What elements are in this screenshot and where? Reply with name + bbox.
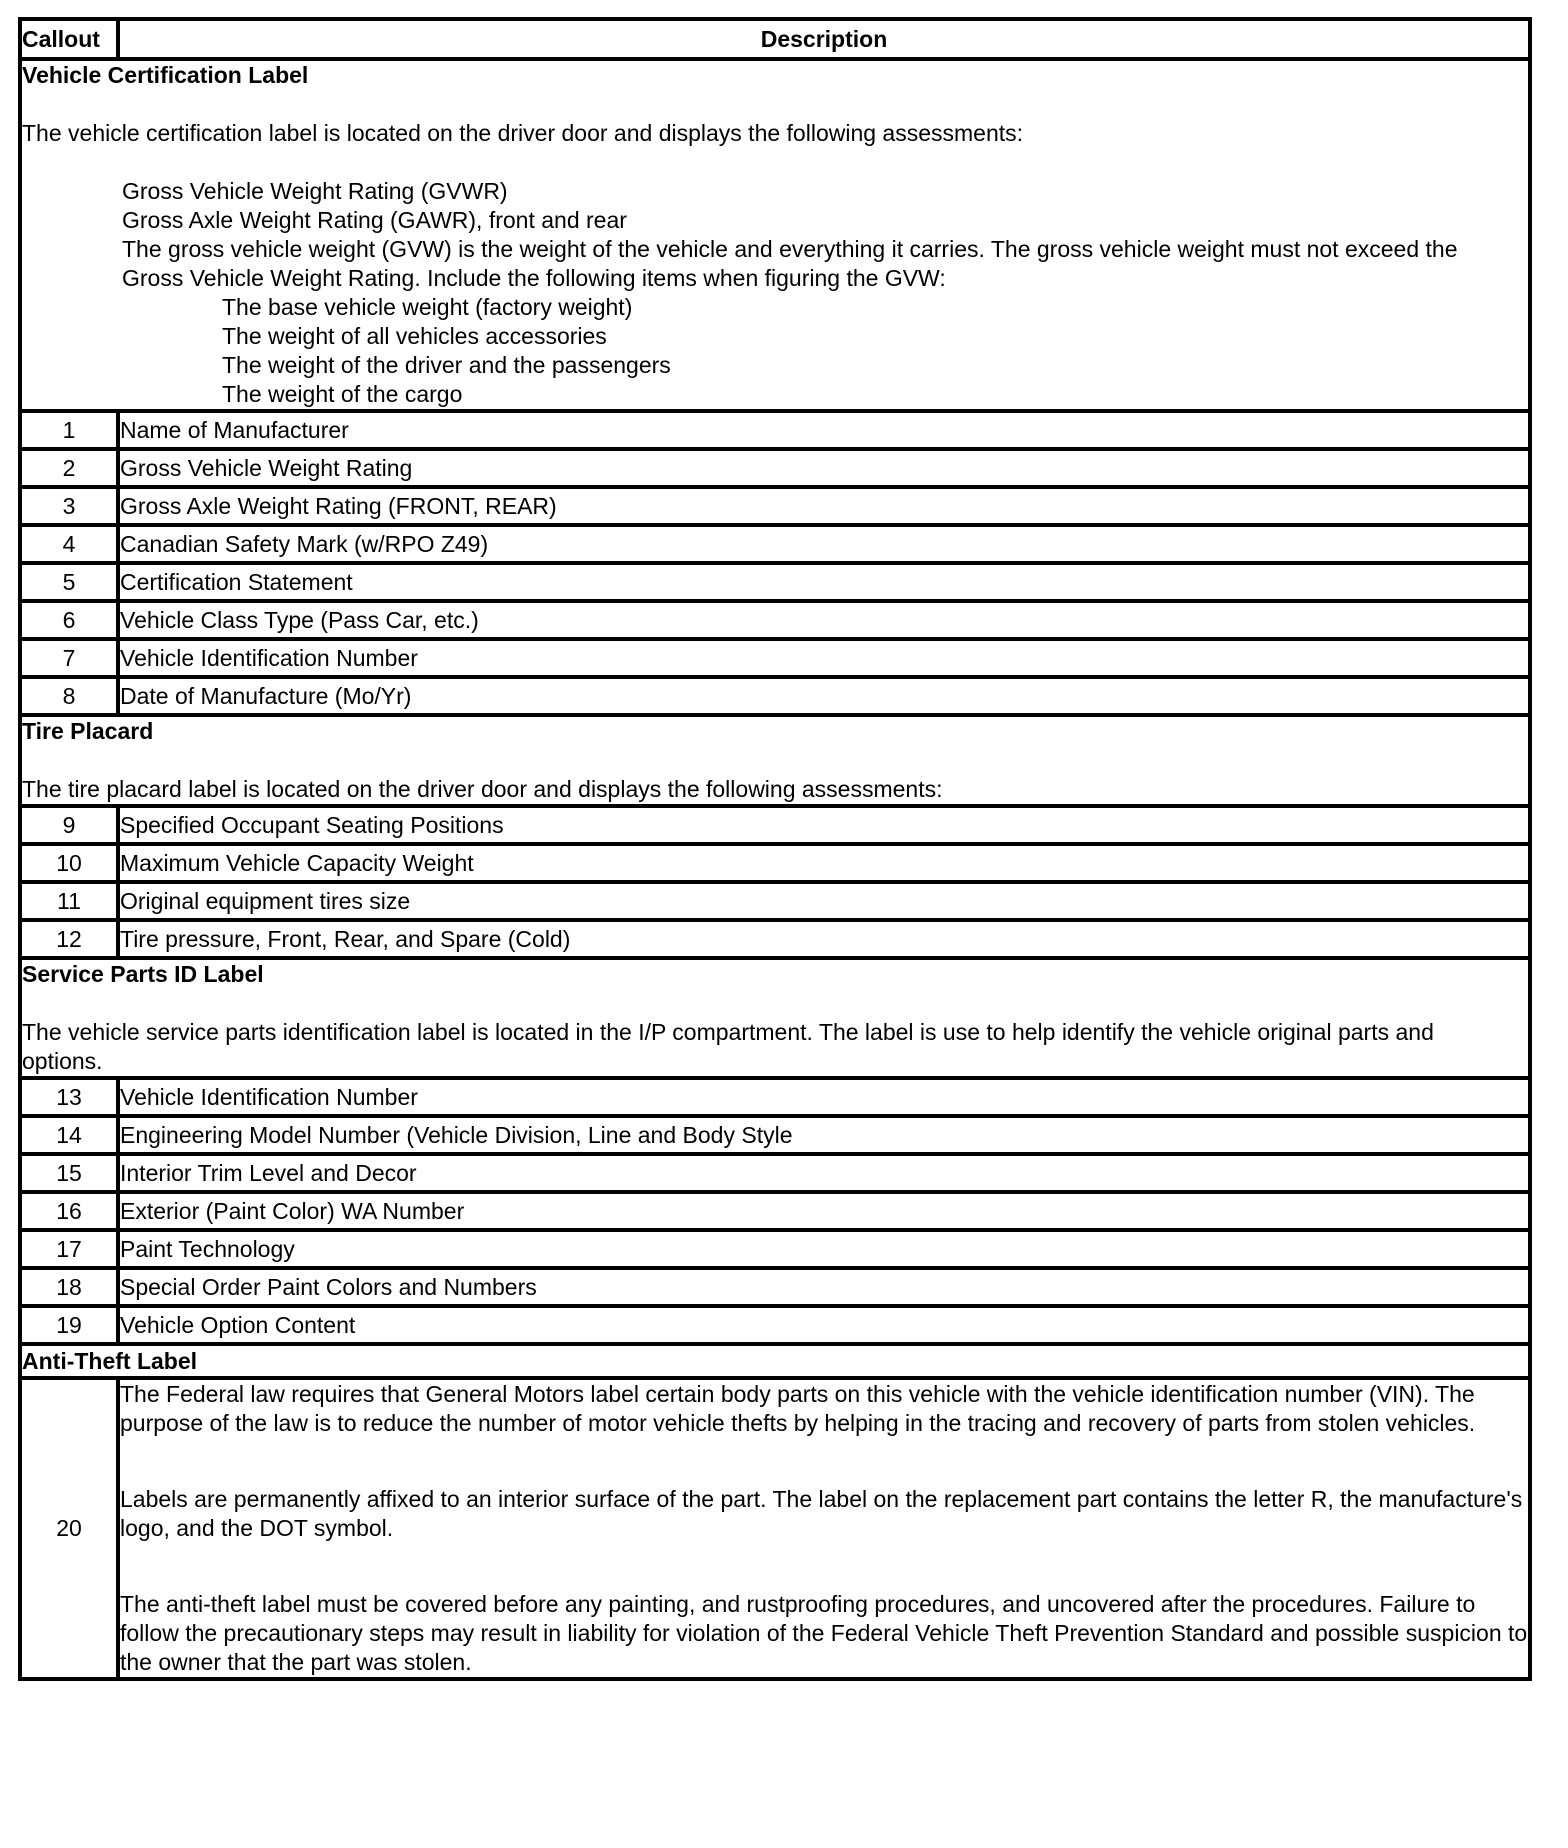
sub-list-item: The base vehicle weight (factory weight) bbox=[222, 294, 633, 320]
callout-description: Name of Manufacturer bbox=[118, 411, 1530, 449]
callout-description: Gross Axle Weight Rating (FRONT, REAR) bbox=[118, 487, 1530, 525]
table-row bbox=[20, 1192, 1530, 1230]
table-row bbox=[20, 920, 1530, 958]
callout-description: Engineering Model Number (Vehicle Division, Line and Body Style bbox=[118, 1116, 1530, 1154]
list-item: Gross Axle Weight Rating (GAWR), front and rear bbox=[122, 207, 627, 233]
callout-description: Maximum Vehicle Capacity Weight bbox=[118, 844, 1530, 882]
table-row bbox=[20, 601, 1530, 639]
section-title: Vehicle Certification Label bbox=[22, 62, 309, 88]
sub-list-item: The weight of the driver and the passengers bbox=[222, 352, 671, 378]
callout-number: 17 bbox=[20, 1230, 118, 1268]
callout-number: 2 bbox=[20, 449, 118, 487]
callout-number: 9 bbox=[20, 806, 118, 844]
callout-description: Certification Statement bbox=[118, 563, 1530, 601]
table-row bbox=[20, 677, 1530, 715]
section-intro: The tire placard label is located on the driver door and displays the following assessments: bbox=[22, 776, 943, 802]
table-row bbox=[20, 1116, 1530, 1154]
section-intro: The vehicle certification label is located on the driver door and displays the following assessments: bbox=[22, 120, 1024, 146]
table-header-row bbox=[20, 19, 1530, 59]
table-row bbox=[20, 1078, 1530, 1116]
callout-number: 20 bbox=[20, 1378, 118, 1679]
table-row bbox=[20, 844, 1530, 882]
callout-number: 13 bbox=[20, 1078, 118, 1116]
callout-number: 1 bbox=[20, 411, 118, 449]
callout-number: 12 bbox=[20, 920, 118, 958]
table-row bbox=[20, 806, 1530, 844]
callout-number: 4 bbox=[20, 525, 118, 563]
callout-number: 3 bbox=[20, 487, 118, 525]
callout-number: 18 bbox=[20, 1268, 118, 1306]
callout-description: Original equipment tires size bbox=[118, 882, 1530, 920]
callout-description: Date of Manufacture (Mo/Yr) bbox=[118, 677, 1530, 715]
label-callout-table bbox=[18, 17, 1532, 1681]
callout-description: Gross Vehicle Weight Rating bbox=[118, 449, 1530, 487]
callout-number: 19 bbox=[20, 1306, 118, 1344]
callout-description: Paint Technology bbox=[118, 1230, 1530, 1268]
callout-description: Interior Trim Level and Decor bbox=[118, 1154, 1530, 1192]
section-title: Tire Placard bbox=[22, 718, 154, 744]
table-row bbox=[20, 487, 1530, 525]
callout-description: Vehicle Class Type (Pass Car, etc.) bbox=[118, 601, 1530, 639]
callout-number: 10 bbox=[20, 844, 118, 882]
callout-description: Special Order Paint Colors and Numbers bbox=[118, 1268, 1530, 1306]
callout-number: 6 bbox=[20, 601, 118, 639]
callout-number: 7 bbox=[20, 639, 118, 677]
callout-description: Vehicle Identification Number bbox=[118, 1078, 1530, 1116]
callout-number: 11 bbox=[20, 882, 118, 920]
description-column-header: Description bbox=[118, 19, 1530, 59]
table-row bbox=[20, 449, 1530, 487]
table-row bbox=[20, 1306, 1530, 1344]
table-row bbox=[20, 1230, 1530, 1268]
callout-description: Vehicle Option Content bbox=[118, 1306, 1530, 1344]
table-row bbox=[20, 1154, 1530, 1192]
section-anti-theft bbox=[20, 1344, 1530, 1378]
callout-number: 8 bbox=[20, 677, 118, 715]
paragraph: Labels are permanently affixed to an interior surface of the part. The label on the replacement part contains the letter R, the manufacture's logo, and the DOT symbol. bbox=[120, 1486, 1523, 1541]
callout-description bbox=[118, 1378, 1530, 1679]
section-intro: The vehicle service parts identification label is located in the I/P compartment. The label is use to help identify the vehicle original parts and options. bbox=[22, 1019, 1434, 1074]
section-vehicle-certification-cell bbox=[20, 59, 1530, 411]
table-row bbox=[20, 525, 1530, 563]
callout-description: Exterior (Paint Color) WA Number bbox=[118, 1192, 1530, 1230]
section-service-parts bbox=[20, 958, 1530, 1078]
callout-description: Vehicle Identification Number bbox=[118, 639, 1530, 677]
callout-number: 14 bbox=[20, 1116, 118, 1154]
table-row bbox=[20, 639, 1530, 677]
table-row bbox=[20, 411, 1530, 449]
callout-number: 15 bbox=[20, 1154, 118, 1192]
table-row bbox=[20, 563, 1530, 601]
callout-number: 5 bbox=[20, 563, 118, 601]
table-row bbox=[20, 1378, 1530, 1679]
sub-list-item: The weight of all vehicles accessories bbox=[222, 323, 607, 349]
sub-list-item: The weight of the cargo bbox=[222, 381, 463, 407]
section-title: Service Parts ID Label bbox=[22, 961, 264, 987]
table-row bbox=[20, 882, 1530, 920]
list-item: The gross vehicle weight (GVW) is the weight of the vehicle and everything it carries. The gross vehicle weight must not exceed the Gross Vehicle Weight Rating. Include the following items when figuring the GVW: bbox=[122, 236, 1458, 291]
paragraph: The Federal law requires that General Motors label certain body parts on this vehicle with the vehicle identification number (VIN). The purpose of the law is to reduce the number of motor vehicle thefts by helping in the tracing and recovery of parts from stolen vehicles. bbox=[120, 1381, 1476, 1436]
callout-number: 16 bbox=[20, 1192, 118, 1230]
section-vehicle-certification bbox=[20, 59, 1530, 411]
section-title: Anti-Theft Label bbox=[20, 1344, 1530, 1378]
paragraph: The anti-theft label must be covered before any painting, and rustproofing procedures, and uncovered after the procedures. Failure to follow the precautionary steps may result in liability for violation of the Federal Vehicle Theft Prevention Standard and possible suspicion to the owner that the part was stolen. bbox=[120, 1591, 1528, 1675]
table-row bbox=[20, 1268, 1530, 1306]
section-tire-placard-cell bbox=[20, 715, 1530, 806]
callout-description: Tire pressure, Front, Rear, and Spare (Cold) bbox=[118, 920, 1530, 958]
section-tire-placard bbox=[20, 715, 1530, 806]
section-service-parts-cell bbox=[20, 958, 1530, 1078]
callout-description: Specified Occupant Seating Positions bbox=[118, 806, 1530, 844]
list-item: Gross Vehicle Weight Rating (GVWR) bbox=[122, 178, 508, 204]
callout-column-header: Callout bbox=[20, 19, 118, 59]
callout-description: Canadian Safety Mark (w/RPO Z49) bbox=[118, 525, 1530, 563]
